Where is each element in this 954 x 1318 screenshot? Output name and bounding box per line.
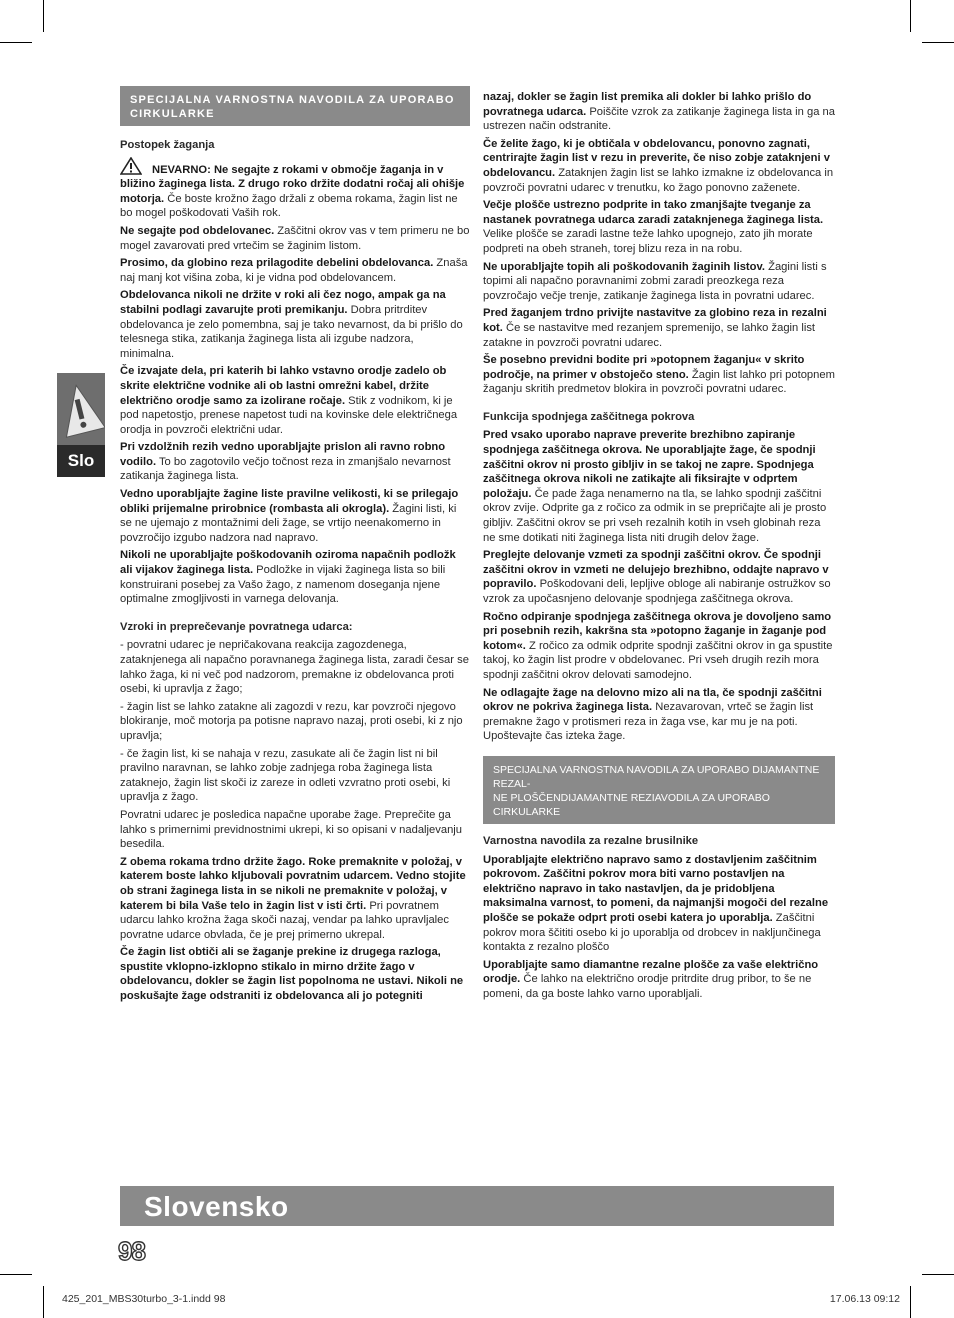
paragraph: Če želite žago, ki je obtičala v obdelovancu, ponovno zagnati, centrirajte žagin list v rezu in preverite, če niso zobje zataknjeni v obdelovancu. Zataknjen žagin list se lahko izmakne iz obdelovanca in povzroči povratni udarec v trenutku, ko žago ponovno zaženete. bbox=[483, 137, 834, 194]
paragraph: nazaj, dokler se žagin list premika ali dokler bi lahko prišlo do povratnega udarca. Poiščite vzrok za zatikanje žaginega lista in ga na ustrezen način odstranite. bbox=[483, 91, 835, 133]
paragraph: NEVARNO: Ne segajte z rokami v območje žaganja in v bližino žaginega lista. Z drugo roko držite dodatni ročaj ali ohišje motorja. Če boste krožno žago držali z obema rokama, žagin list ne bo mogel poškodovati Vaših rok. bbox=[120, 157, 470, 221]
paragraph: Če žagin list obtiči ali se žaganje prekine iz drugega razloga, spustite vklopno-izklopno stikalo in mirno držite žago v obdelovancu, dokler se žagin list popolnoma ne ustavi. Nikoli ne poskušajte žage odstraniti iz obdelovanca ali jo potegniti bbox=[120, 946, 464, 1003]
language-bar bbox=[120, 1186, 834, 1226]
paragraph: Ročno odpiranje spodnjega zaščitnega okrova je dovoljeno samo pri posebnih rezih, kakršna sta »potopno žaganje in žaganje pod kotom«. Z ročico za odmik odprite spodnji zaščitni okrov in ga spustite takoj, ko žagin list prodre v obdelovanec. Pri vseh drugih rezih mora spodnji zaščitni okrov delovati samodejno. bbox=[483, 610, 833, 681]
crop-mark bbox=[922, 1274, 954, 1275]
paragraph: Preglejte delovanje vzmeti za spodnji zaščitni okrov. Če spodnji zaščitni okrov in vzmeti ne delujejo brezhibno, oddajte napravo v popravilo. Poškodovani deli, lepljive obloge ali nabiranje ostružkov so vzrok za upočasnjeno delovanje spodnjega zaščitnega okrova. bbox=[483, 549, 831, 605]
crop-mark bbox=[0, 42, 32, 43]
paragraph: Ne segajte pod obdelovanec. Zaščitni okrov vas v tem primeru ne bo mogel zavarovati pred vrtečim se žaginim listom. bbox=[120, 224, 470, 252]
paragraph: Uporabljajte električno napravo samo z dostavljenim zaščitnim pokrovom. Zaščitni pokrov mora biti varno postavljen na električno napravo in tako nastavljen, da je pridobljena maksimalna varnost, to pomeni, da najmanjši mogoči del rezalne plošče se pokaže odprt proti osebi katera jo uporablja. Zaščitni pokrov mora ščititi osebo ki jo uporablja od drobcev in nakljunčinega kontakta z rezalno ploščo bbox=[483, 853, 829, 954]
paragraph: Še posebno previdni bodite pri »potopnem žaganju« v skrito področje, na primer v obstoječo steno. Žagin list lahko pri potopnem žaganju skritih predmetov blokira in povzroči povratni udarec. bbox=[483, 354, 835, 396]
paragraph: Vedno uporabljajte žagine liste pravilne velikosti, ki se prilegajo obliki prijemalne prirobnice (rombasta ali okrogla). Žagini listi, ki se ne ujemajo z montažnimi deli žage, se vrtijo neenakomerno in povzročijo izgubo nadzora nad napravo. bbox=[120, 488, 459, 544]
heading-line: SPECIJALNA VARNOSTNA NAVODILA ZA UPORABO DIJAMANTNE REZAL- bbox=[493, 763, 820, 790]
section-heading: SPECIJALNA VARNOSTNA NAVODILA ZA UPORABO CIRKULARKE bbox=[120, 86, 470, 126]
list-item: - če žagin list, ki se nahaja v rezu, zasukate ali če žagin list ni bil pravilno naravnan, se lahko zobje zadnjega roba žaginega lista zataknejo, žagin list skoči iz zareze in odleti vzvratno proti osebi, ki upravlja z žago. bbox=[120, 747, 451, 804]
paragraph: Ne uporabljajte topih ali poškodovanih žaginih listov. Žagini listi s topimi ali napačno poravnanimi zobmi zaradi preozkega reza povzročajo večje trenje, zatikanje žaginega lista in povratni udarec. bbox=[483, 260, 827, 302]
paragraph: Z obema rokama trdno držite žago. Roke premaknite v položaj, v katerem boste lahko kljubovali povratnim udarcem. Vedno stojite ob strani žaginega lista in se nikoli ne premaknite v položaj, v katerem bi bila Vaše telo in žagin list v isti črti. Pri povratnem udarcu lahko krožna žaga skoči nazaj, vendar pa lahko upravljalec povratne udarce obvlada, če je prej primerno ukrepal. bbox=[120, 855, 466, 941]
paragraph: Pri vzdolžnih rezih vedno uporabljajte prislon ali ravno robno vodilo. To bo zagotovilo večjo točnost reza in zmanjšalo nevarnost zatikanja žaginega lista. bbox=[120, 441, 451, 483]
subheading: Vzroki in preprečevanje povratnega udarca: bbox=[120, 620, 353, 633]
section-heading-diamond bbox=[483, 756, 835, 824]
crop-mark bbox=[43, 0, 44, 32]
crop-mark bbox=[910, 1286, 911, 1318]
language-label: Slovensko bbox=[144, 1191, 289, 1222]
crop-mark bbox=[910, 0, 911, 32]
paragraph: Če izvajate dela, pri katerih bi lahko vstavno orodje zadelo ob skrite električne vodnike ali ob lastni omrežni kabel, držite električno orodje samo za izolirane ročaje. Stik z vodnikom, ki je pod napetostjo, prenese napetost tudi na kovinske dele električnega orodja in povzroči električni udar. bbox=[120, 365, 458, 436]
paragraph: Obdelovanca nikoli ne držite v roki ali čez nogo, ampak ga na stabilni podlagi zavarujte proti premikanju. Dobra pritrditev obdelovanca je zelo pomembna, saj je tako nevarnost, da bi prišlo do telesnega stika, zatikanja žaginega lista ali izgube nadzora, minimalna. bbox=[120, 289, 463, 360]
paragraph: Pred vsako uporabo naprave preverite brezhibno zapiranje spodnjega zaščitnega okrova. Ne uporabljajte žage, če spodnji zaščitni okrov ni prosto gibljiv in se takoj ne zapre. Spodnjega zaščitnega okrova nikoli ne zatikajte ali fiksirajte v odprtem položaju. Če pade žaga nenamerno na tla, se lahko spodnji zaščitni okrov zvije. Odprite ga z ročico za odmik in se prepričajte ali je prosto gibljiv. Zaščitni okrov se pri vseh rezalnih kotih in vseh globinah reza ne sme dotikati niti žaginega lista niti drugih delov žage. bbox=[483, 429, 827, 544]
paragraph: Povratni udarec je posledica napačne uporabe žage. Preprečite ga lahko s primernimi previdnostnimi ukrepi, ki so opisani v nadaljevanju besedila. bbox=[120, 808, 462, 851]
footer-file: 425_201_MBS30turbo_3-1.indd 98 bbox=[62, 1293, 226, 1305]
subheading: Postopek žaganja bbox=[120, 139, 215, 151]
paragraph: Uporabljajte samo diamantne rezalne plošče za vaše električno orodje. Če lahko na električno orodje pritrdite drug pribor, to še ne pomeni, da ga boste lahko varno uporabljali. bbox=[483, 958, 819, 1000]
crop-mark bbox=[0, 1274, 32, 1275]
footer-date: 17.06.13 09:12 bbox=[829, 1293, 900, 1305]
left-column bbox=[120, 86, 470, 1007]
subheading: Varnostna navodila za rezalne brusilnike bbox=[483, 834, 699, 847]
warning-panel bbox=[57, 373, 105, 445]
subheading: Funkcija spodnjega zaščitnega pokrova bbox=[483, 410, 695, 423]
heading-line: NE PLOŠČENDIJAMANTNE REZIAVODILA ZA UPORABO CIRKULARKE bbox=[493, 791, 770, 818]
language-side-tab bbox=[57, 373, 105, 477]
paragraph: Prosimo, da globino reza prilagodite debelini obdelovanca. Znaša naj manj kot višina zoba, ki je vidna pod obdelovancem. bbox=[120, 257, 468, 284]
side-tab-label: Slo bbox=[57, 445, 105, 477]
page-number: 98 bbox=[118, 1236, 145, 1266]
list-item: - žagin list se lahko zatakne ali zagozdi v rezu, kar povzroči njegovo blokiranje, moč motorja pa potisne napravo nazaj, proti osebi, ki z njo upravlja; bbox=[120, 700, 463, 742]
crop-mark bbox=[922, 42, 954, 43]
paragraph: Pred žaganjem trdno privijte nastavitve za globino reza in rezalni kot. Če se nastavitve med rezanjem spremenijo, se lahko žagin list zatakne in povzroči povratni udarec. bbox=[483, 307, 827, 349]
warning-exclamation-icon bbox=[57, 373, 105, 445]
right-column bbox=[483, 90, 835, 1004]
paragraph: Nikoli ne uporabljajte poškodovanih oziroma napačnih podložk ali vijakov žaginega lista. Podložke in vijaki žaginega lista so bili konstruirani posebej za Vašo žago, z namenom doseganja njene optimalne zmogljivosti in varnega delovanja. bbox=[120, 549, 456, 606]
paragraph: Večje plošče ustrezno podprite in tako zmanjšajte tveganje za nastanek povratnega udarca zaradi zataknjenega žaginega lista. Velike plošče se zaradi lastne teže lahko upognejo, zato jih morate podpreti na obeh straneh, torej blizu reza in na robu. bbox=[483, 199, 824, 255]
crop-mark bbox=[43, 1286, 44, 1318]
warning-triangle-icon bbox=[120, 157, 142, 175]
paragraph: Ne odlagajte žage na delovno mizo ali na tla, če spodnji zaščitni okrov ne pokriva žaginega lista. Nezavarovan, vrteč se žagin list premakne žago v protismeri reza in žaga vse, kar mu je na poti. Upoštevajte čas izteka žage. bbox=[483, 686, 822, 743]
list-item: - povratni udarec je nepričakovana reakcija zagozdenega, zataknjenega ali napačno poravnanega žaginega lista, zaradi česar se lahko žaga, ki ni več pod nadzorom, premakne iz obdelovanca proti osebi, ki upravlja z žago; bbox=[120, 639, 469, 696]
